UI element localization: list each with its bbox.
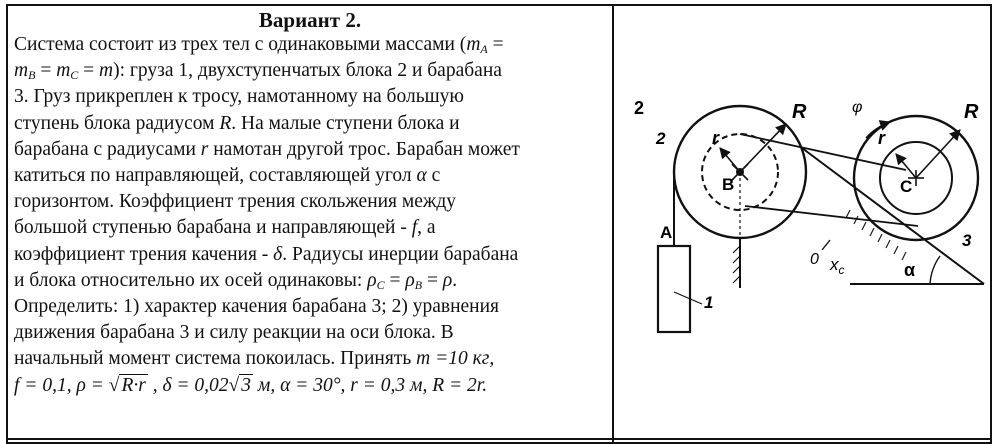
label-3: 3	[962, 231, 972, 250]
text-line-7: горизонтом. Коэффициент трения скольжения между	[14, 191, 457, 213]
text-line-9: коэффициент трения качения - δ. Радиусы инерции барабана	[14, 243, 519, 265]
label-2-outer: 2	[634, 98, 645, 118]
cargo-1	[658, 246, 702, 332]
label-C: C	[900, 177, 913, 196]
label-xc: $x_c$	[830, 255, 845, 277]
column-divider	[612, 6, 614, 442]
text-line-14: f = 0,1, ρ = √ R·r , δ = 0,02√ 3 м, α = 30°, r = 0,3 м, R = 2r.	[14, 373, 606, 399]
text-line-10: и блока относительно их осей одинаковы: $\rho_C = \rho_B = \rho$.	[14, 269, 458, 292]
label-A: A	[660, 223, 673, 242]
label-r-drum: r	[878, 128, 886, 148]
text-line-5: барабана с радиусами r намотан другой трос. Барабан может	[14, 138, 520, 160]
text-line-12: движения барабана 3 и силу реакции на оси блока. В	[14, 322, 454, 344]
label-alpha: α	[904, 260, 916, 280]
row-divider	[8, 438, 990, 440]
text-line-6: катиться по направляющей, составляющей угол α с	[14, 165, 441, 187]
label-R-block: R	[792, 101, 807, 123]
text-line-1: Система состоит из трех тел с одинаковыми массами ($m_A$ =	[14, 34, 504, 56]
text-line-2: $m_B = m_C = m$): груза 1, двухступенчатых блока 2 и барабана	[14, 60, 502, 83]
task-table	[6, 4, 992, 444]
text-line-13: начальный момент система покоилась. Принять m =10 кг,	[14, 348, 495, 370]
label-r-block: r	[712, 128, 720, 148]
label-B: B	[722, 175, 735, 194]
variant-title: Вариант 2.	[258, 8, 362, 32]
label-2-inner: 2	[656, 129, 666, 148]
label-R-drum: R	[964, 101, 979, 123]
label-1: 1	[704, 293, 714, 312]
label-origin-0: 0	[810, 251, 819, 268]
drum-3	[854, 116, 978, 240]
task-text-cell	[14, 8, 606, 399]
text-line-3: 3. Груз прикреплен к тросу, намотанному на большую	[14, 86, 464, 108]
text-line-11: Определить: 1) характер качения барабана 3; 2) уравнения	[14, 296, 500, 318]
text-line-4: ступень блока радиусом R. На малые ступени блока и	[14, 112, 460, 134]
label-phi: φ	[852, 99, 863, 116]
sqrt-expression: √ R·r	[108, 374, 146, 396]
text-line-8: большой ступенью барабана и направляющей - f, а	[14, 217, 436, 239]
mechanism-diagram	[620, 88, 992, 428]
sqrt-three: √ 3	[228, 374, 251, 396]
